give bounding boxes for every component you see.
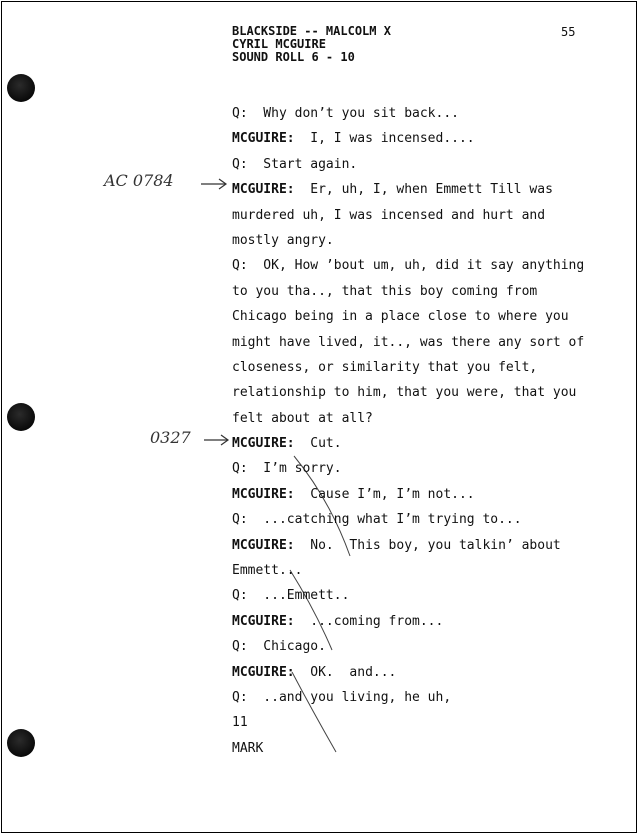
speaker-label: MCGUIRE: [232,537,295,553]
punch-hole-top [7,74,35,102]
utterance-text: ...Emmett.. [247,588,350,604]
speaker-label: MCGUIRE: [232,613,295,629]
transcript-line [232,431,592,456]
speaker-label: Q: [232,512,248,528]
transcript-line [232,736,592,761]
speaker-label: MCGUIRE: [232,664,295,680]
punch-hole-bottom [7,729,35,757]
transcript-line [232,152,592,177]
transcript-line [232,355,592,380]
speaker-label: Q: [232,689,248,705]
utterance-text: ...catching what I’m trying to... [247,512,522,528]
transcript-line [232,406,592,431]
utterance-text: Emmett... [232,563,303,579]
transcript-line [232,685,592,710]
utterance-text: Cause I’m, I’m not... [294,486,475,502]
speaker-label: Q: [232,156,248,172]
utterance-text: 11 [232,715,248,731]
arrow-icon [201,179,226,189]
transcript-line [232,177,592,202]
handwritten-note-timecode: AC 0784 [104,171,174,190]
document-header [232,25,391,64]
transcript-line [232,228,592,253]
transcript-line [232,558,592,583]
utterance-text: might have lived, it.., was there any sort of [232,334,585,350]
utterance-text: Start again. [247,156,358,172]
utterance-text: MARK [232,740,264,756]
transcript-line [232,203,592,228]
speaker-label: Q: [232,588,248,604]
speaker-label: Q: [232,461,248,477]
transcript-line [232,330,592,355]
header-sound-roll: SOUND ROLL 6 - 10 [232,50,355,64]
transcript-line [232,482,592,507]
speaker-label: MCGUIRE: [232,486,295,502]
utterance-text: I’m sorry. [247,461,342,477]
header-title: BLACKSIDE -- MALCOLM X [232,24,391,38]
handwritten-note-timecode: 0327 [150,428,191,447]
utterance-text: ...coming from... [294,613,444,629]
transcript-line [232,634,592,659]
transcript-line [232,507,592,532]
transcript-line [232,304,592,329]
transcript-line [232,101,592,126]
utterance-text: murdered uh, I was incensed and hurt and [232,207,546,223]
transcript-line [232,583,592,608]
transcript-line [232,126,592,151]
speaker-label: Q: [232,639,248,655]
utterance-text: Er, uh, I, when Emmett Till was [294,182,553,198]
utterance-text: Chicago. [247,639,326,655]
utterance-text: OK. and... [294,664,397,680]
transcript-line [232,533,592,558]
transcript-line [232,253,592,278]
utterance-text: No. This boy, you talkin’ about [294,537,561,553]
transcript-line [232,710,592,735]
transcript-body [232,101,592,761]
speaker-label: MCGUIRE: [232,131,295,147]
transcript-line [232,660,592,685]
speaker-label: MCGUIRE: [232,436,295,452]
utterance-text: ..and you living, he uh, [247,689,452,705]
transcript-line [232,456,592,481]
utterance-text: OK, How ’bout um, uh, did it say anything [247,258,585,274]
transcript-line [232,609,592,634]
transcript-line [232,279,592,304]
page-number: 55 [561,25,576,39]
speaker-label: MCGUIRE: [232,182,295,198]
utterance-text: Cut. [294,436,342,452]
utterance-text: felt about at all? [232,410,373,426]
transcript-line [232,380,592,405]
utterance-text: relationship to him, that you were, that you [232,385,577,401]
utterance-text: closeness, or similarity that you felt, [232,359,538,375]
utterance-text: to you tha.., that this boy coming from [232,283,538,299]
utterance-text: I, I was incensed.... [294,131,475,147]
speaker-label: Q: [232,258,248,274]
punch-hole-middle [7,403,35,431]
utterance-text: Why don’t you sit back... [247,106,459,121]
utterance-text: mostly angry. [232,232,334,248]
arrow-icon [204,435,228,445]
utterance-text: Chicago being in a place close to where you [232,309,569,325]
speaker-label: Q: [232,106,248,121]
header-interviewee: CYRIL MCGUIRE [232,37,326,51]
